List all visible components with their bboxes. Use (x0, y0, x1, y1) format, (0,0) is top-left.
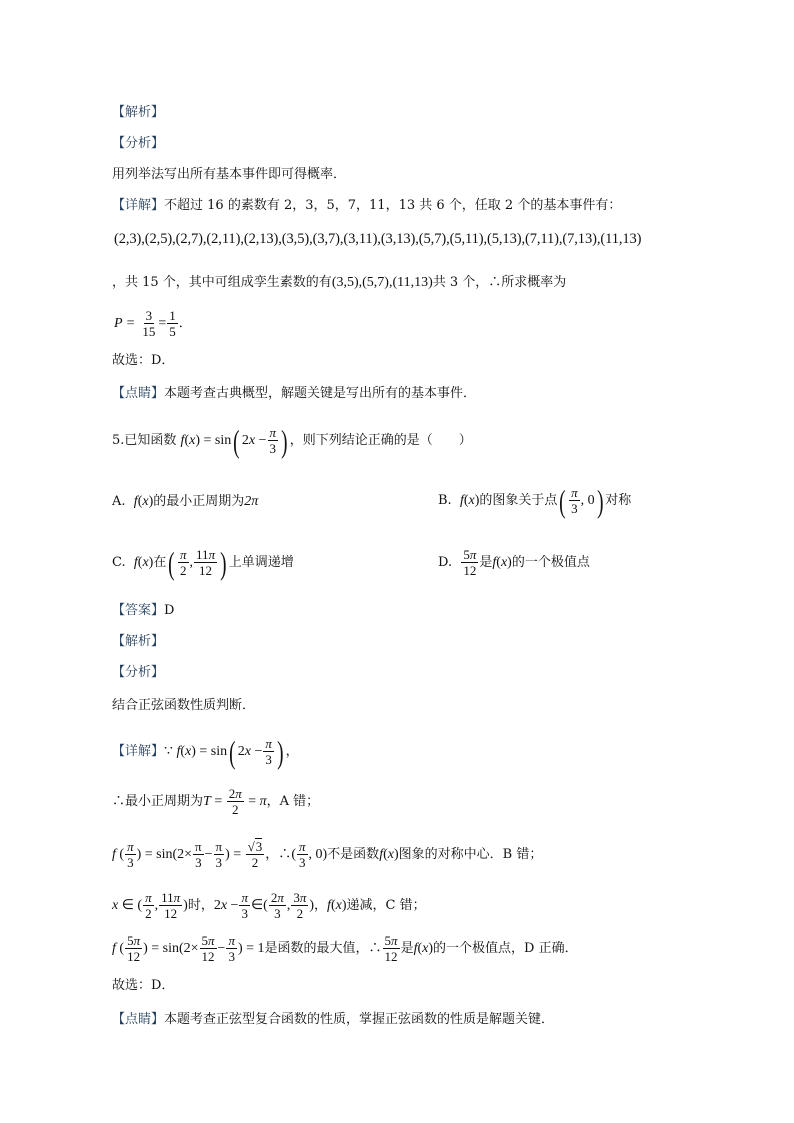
q4-analysis: 用列举法写出所有基本事件即可得概率． (112, 167, 347, 182)
q5-fenxi-tag: 【分析】 (112, 665, 165, 680)
q5-option-d: D. $\frac{5\pi}{12}$ 是f(x)的一个极值点 (438, 547, 590, 578)
q5-detail-5: f ( $\frac{5\pi}{12}$ ) = sin(2× $\frac{5\pi}{12}$ − $\frac{\pi}{3}$ ) = 1是函数的最大值，∴ $\frac{5\pi}{12}$ 是f(x)的一个极值点，D 正确． (112, 933, 578, 964)
q5-answer-line: 故选：D． (112, 978, 175, 993)
q5-detail-4: x ∈ ( $\frac{\pi}{2}$ , $\frac{11\pi}{12}$ )时，2x − $\frac{\pi}{3}$ ∈( $\frac{2\pi}{3}$ , $\frac{3\pi}{2}$ )，f(x)递减，C 错； (112, 890, 426, 921)
q5-detail-3: f ( $\frac{\pi}{3}$ ) = sin(2× $\frac{\pi}{3}$ − $\frac{\pi}{3}$ ) = $\frac{√3}{2}$ ，∴( $\frac{\pi}{3}$ , 0)不是函数f(x)图象的对称中心．B 错； (112, 839, 543, 870)
q5-stem: 5.已知函数 f(x) = sin( 2x − $\frac{\pi}{3}$ ) ，则下列结论正确的是（ ） (112, 422, 472, 459)
prob-frac-1: $\frac{3}{15}$ (142, 308, 156, 339)
q4-events: (2,3),(2,5),(2,7),(2,11),(2,13),(3,5),(3,7),(3,11),(3,13),(5,7),(5,11),(5,13),(7,11),(7,13),(11,13) (114, 231, 642, 247)
prob-lhs: P = (114, 316, 136, 331)
q4-detail (112, 196, 621, 216)
q4-count-b: 共 3 个，∴所求概率为 (432, 275, 567, 290)
q4-answer-line: 故选：D． (112, 353, 175, 368)
q4-count-a: ，共 15 个，其中可组成孪生素数的有 (112, 275, 332, 290)
xiangjie-tag: 【详解】 (112, 198, 165, 213)
fenxi-tag: 【分析】 (112, 136, 165, 151)
q5-comment: 【点睛】本题考查正弦型复合函数的性质，掌握正弦函数的性质是解题关键． (112, 1012, 555, 1027)
prob-frac-2: $\frac{1}{5}$ (169, 308, 176, 339)
q4-comment: 【点睛】本题考查古典概型，解题关键是写出所有的基本事件． (112, 386, 477, 401)
q5-analysis: 结合正弦函数性质判断． (112, 698, 256, 713)
q5-jiexi-tag: 【解析】 (112, 634, 165, 649)
q4-count-line (112, 273, 566, 293)
q5-detail-1: 【详解】∵ f(x) = sin( 2x − $\frac{\pi}{3}$ ) ， (112, 733, 299, 770)
q5-option-c: C. f(x)在( $\frac{\pi}{2}$ , $\frac{11\pi}{12}$ ) 上单调递增 (112, 544, 294, 581)
q4-twin-pairs: (3,5),(5,7),(11,13) (331, 275, 433, 290)
q5-option-a: A. f(x)的最小正周期为2π (112, 494, 259, 509)
q5-detail-2: ∴最小正周期为T = $\frac{2\pi}{2}$ = π，A 错； (112, 786, 320, 817)
jiexi-tag: 【解析】 (112, 105, 165, 120)
q4-probability: P = $\frac{3}{15}$ = $\frac{1}{5}$ ． (114, 308, 192, 339)
q4-detail-intro: 不超过 16 的素数有 2，3，5，7，11，13 共 6 个，任取 2 个的基本事件有： (164, 198, 622, 213)
q5-answer: 【答案】D (112, 603, 175, 618)
q5-option-b: B. f(x)的图象关于点( $\frac{\pi}{3}$ , 0) 对称 (438, 482, 632, 519)
